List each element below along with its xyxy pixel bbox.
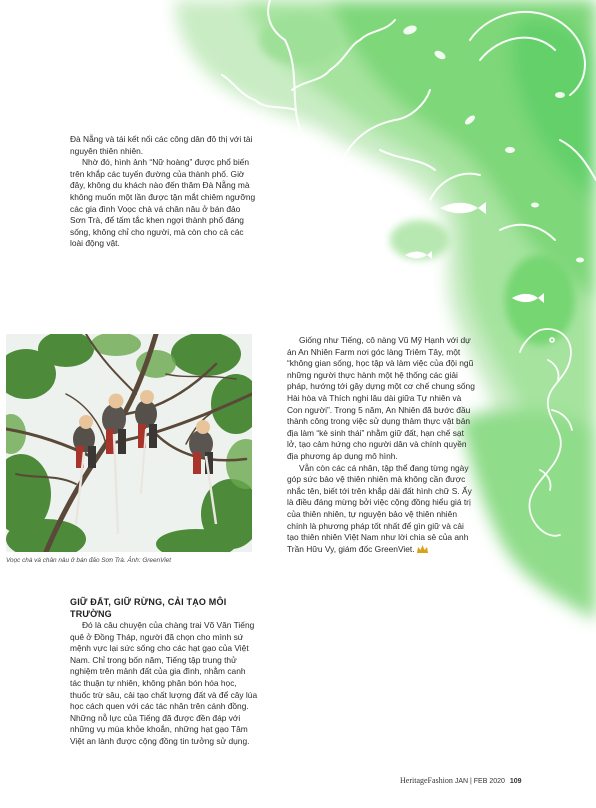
crown-end-mark-icon	[417, 545, 428, 553]
article-paragraph: Đà Nẵng và tái kết nối các công dân đô thị với tài nguyên thiên nhiên.	[70, 134, 253, 156]
douc-langur-photo	[6, 334, 252, 552]
article-paragraph-text: Vẫn còn các cá nhân, tập thể đang từng ngày góp sức bảo vệ thiên nhiên mà không cần được nhắc tên, biết tới trên khắp dải đất hình chữ S. Ấy là điều đáng mừng bởi việc cộng đồng hiểu giá trị của thiên nhiên, tự nguyện bảo vệ thiên nhiên chính là phương pháp tốt nhất để gìn giữ và cải tạo thiên nhiên Việt Nam như lời chia sẻ của anh Trần Hữu Vy, giám đốc GreenViet.	[287, 462, 472, 554]
page-footer	[400, 776, 550, 788]
article-paragraph: Đó là câu chuyện của chàng trai Võ Văn Tiếng quê ở Đồng Tháp, người đã chọn cho mình sứ mệnh vực lại sức sống cho các hạt gạo của Việt Nam. Chỉ trong bốn năm, Tiếng tập trung thử nghiệm trên mảnh đất của gia đình, nhằm canh tác thuận tự nhiên, không phân bón hóa học, thuốc trừ sâu, cải tạo chất lượng đất và để cây lúa học cách quen với các tác nhân trên cánh đồng. Những nỗ lực của Tiếng đã được đền đáp với những vụ mùa khỏe khoắn, những hạt gạo Tâm Việt an lành được cộng đồng tin tưởng sử dụng.	[70, 620, 258, 746]
section-heading: GIỮ ĐẤT, GIỮ RỪNG, CẢI TẠO MÔI TRƯỜNG	[70, 597, 227, 619]
page-number: 109	[509, 778, 522, 785]
article-column-left-bottom	[70, 620, 258, 748]
article-column-right	[287, 335, 475, 555]
issue-date: JAN | FEB 2020	[454, 778, 505, 785]
article-paragraph: Nhờ đó, hình ảnh “Nữ hoàng” được phổ biến trên khắp các tuyến đường của thành phố. Giờ đây, không du khách nào đến thăm Đà Nẵng mà không muốn một lần được tận mắt chiêm ngưỡng các gia đình Voọc chà vá chân nâu ở bán đảo Sơn Trà, để tấm tắc khen ngợi thành phố đáng sống, không chỉ cho người, mà còn cho cả các loài động vật.	[70, 157, 256, 249]
article-paragraph: Giống như Tiếng, cô nàng Vũ Mỹ Hạnh với dự án An Nhiên Farm nơi góc làng Triêm Tây, một “không gian sống, học tập và làm việc của đội ngũ những người thực hành một hệ thống các giải pháp, hướng tới gây dựng một cơ chế chung sống Hài hòa và Thích nghi lâu dài giữa Tự nhiên và Con người”. Trong 5 năm, An Nhiên đã bước đầu thành công trong việc sử dụng thảm thực vật bản địa làm “kè sinh thái” nhằm giữ đất, hạn chế sạt lở, tạo cảm hứng cho người dân và chính quyền địa phương áp dụng mô hình.	[287, 335, 475, 461]
photo-caption: Voọc chà vá chân nâu ở bán đảo Sơn Trà. Ảnh: GreenViet	[6, 557, 171, 564]
article-column-left-top	[70, 134, 258, 250]
magazine-brand: HeritageFashion	[400, 776, 453, 785]
article-paragraph	[287, 463, 475, 556]
